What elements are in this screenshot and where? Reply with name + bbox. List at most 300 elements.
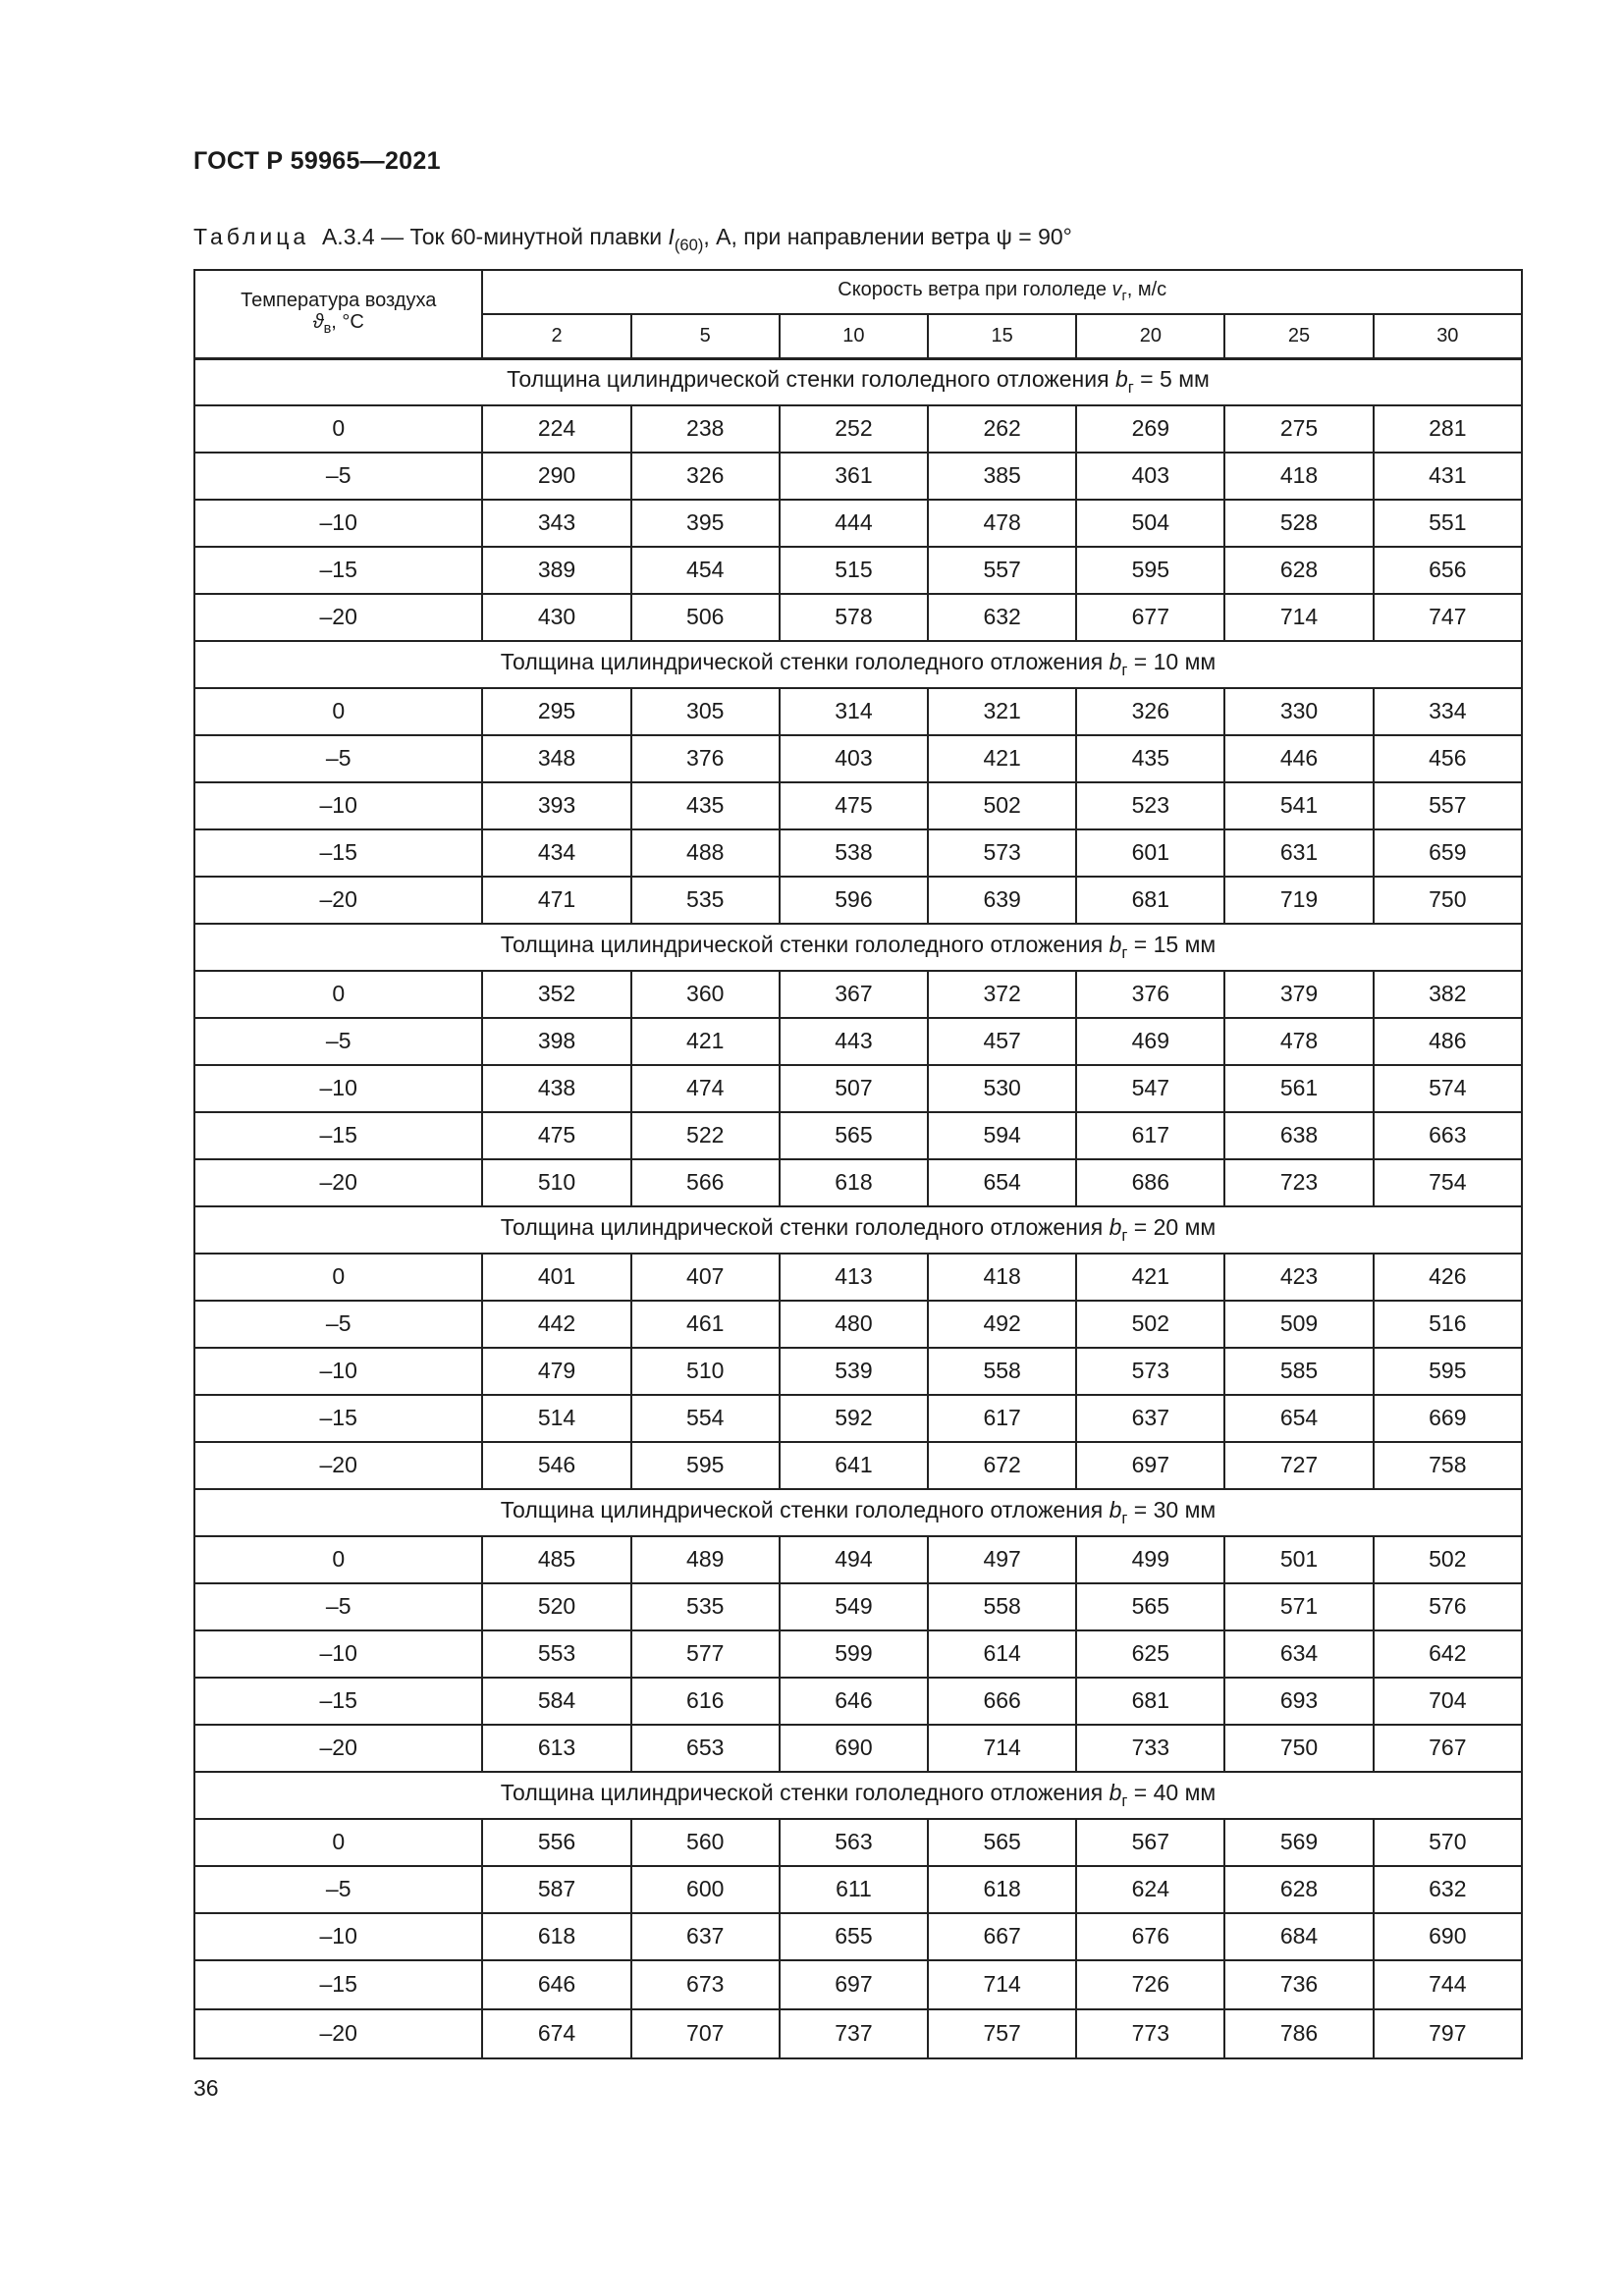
current-value-cell: 669 — [1374, 1395, 1522, 1442]
temperature-cell: –15 — [194, 1395, 482, 1442]
current-value-cell: 577 — [631, 1630, 780, 1678]
current-value-cell: 614 — [928, 1630, 1076, 1678]
section-thickness: = 40 мм — [1127, 1780, 1217, 1805]
current-value-cell: 538 — [780, 829, 928, 877]
current-value-cell: 549 — [780, 1583, 928, 1630]
temperature-cell: –15 — [194, 1960, 482, 2009]
current-value-cell: 638 — [1224, 1112, 1373, 1159]
current-value-cell: 653 — [631, 1725, 780, 1772]
current-value-cell: 471 — [482, 877, 630, 924]
current-value-cell: 757 — [928, 2009, 1076, 2058]
current-value-cell: 547 — [1076, 1065, 1224, 1112]
current-value-cell: 379 — [1224, 971, 1373, 1018]
section-thickness: = 5 мм — [1133, 366, 1210, 393]
section-symbol: b — [1109, 932, 1122, 957]
current-value-cell: 275 — [1224, 405, 1373, 453]
table-row — [194, 1725, 1522, 1772]
current-value-cell: 421 — [928, 735, 1076, 782]
current-value-cell: 434 — [482, 829, 630, 877]
temperature-cell: 0 — [194, 971, 482, 1018]
current-value-cell: 556 — [482, 1819, 630, 1866]
section-symbol: b — [1114, 366, 1128, 393]
wind-speed-25: 25 — [1224, 314, 1373, 358]
current-value-cell: 522 — [631, 1112, 780, 1159]
current-value-cell: 305 — [631, 688, 780, 735]
section-row — [194, 1206, 1522, 1254]
temperature-cell: –10 — [194, 782, 482, 829]
section-text: Толщина цилиндрической стенки гололедного отложения — [500, 1497, 1110, 1522]
wind-speed-symbol: v — [1111, 279, 1122, 301]
current-value-cell: 443 — [780, 1018, 928, 1065]
table-row — [194, 594, 1522, 641]
current-value-cell: 539 — [780, 1348, 928, 1395]
current-value-cell: 499 — [1076, 1536, 1224, 1583]
current-value-cell: 561 — [1224, 1065, 1373, 1112]
current-value-cell: 403 — [1076, 453, 1224, 500]
table-row — [194, 1159, 1522, 1206]
current-value-cell: 475 — [482, 1112, 630, 1159]
current-value-cell: 314 — [780, 688, 928, 735]
current-value-cell: 385 — [928, 453, 1076, 500]
temperature-cell: –5 — [194, 453, 482, 500]
table-row — [194, 1442, 1522, 1489]
current-value-cell: 596 — [780, 877, 928, 924]
current-value-cell: 326 — [631, 453, 780, 500]
current-value-cell: 681 — [1076, 877, 1224, 924]
current-value-cell: 585 — [1224, 1348, 1373, 1395]
table-body — [194, 358, 1522, 2058]
current-value-cell: 421 — [1076, 1254, 1224, 1301]
table-row — [194, 1583, 1522, 1630]
current-value-cell: 442 — [482, 1301, 630, 1348]
temperature-unit: , °С — [331, 311, 364, 334]
temperature-cell: 0 — [194, 688, 482, 735]
current-value-cell: 393 — [482, 782, 630, 829]
current-value-cell: 461 — [631, 1301, 780, 1348]
wind-speed-label: Скорость ветра при гололеде — [838, 279, 1112, 301]
table-row — [194, 1254, 1522, 1301]
wind-speed-2: 2 — [482, 314, 630, 358]
current-value-cell: 403 — [780, 735, 928, 782]
current-value-cell: 558 — [928, 1583, 1076, 1630]
section-symbol: b — [1109, 1214, 1122, 1240]
current-value-cell: 262 — [928, 405, 1076, 453]
temperature-cell: –15 — [194, 1678, 482, 1725]
current-value-cell: 488 — [631, 829, 780, 877]
current-value-cell: 423 — [1224, 1254, 1373, 1301]
table-caption — [193, 224, 1072, 255]
current-value-cell: 570 — [1374, 1819, 1522, 1866]
section-row — [194, 1772, 1522, 1819]
section-symbol: b — [1109, 649, 1122, 674]
current-value-cell: 587 — [482, 1866, 630, 1913]
current-value-cell: 502 — [1374, 1536, 1522, 1583]
section-symbol: b — [1109, 1780, 1122, 1805]
current-value-cell: 690 — [780, 1725, 928, 1772]
temperature-cell: –20 — [194, 2009, 482, 2058]
current-value-cell: 573 — [928, 829, 1076, 877]
current-value-cell: 456 — [1374, 735, 1522, 782]
current-value-cell: 398 — [482, 1018, 630, 1065]
section-row — [194, 1489, 1522, 1536]
section-subscript: г — [1121, 1225, 1128, 1245]
header-row — [194, 270, 1522, 314]
current-value-cell: 295 — [482, 688, 630, 735]
table-row — [194, 1301, 1522, 1348]
current-value-cell: 502 — [1076, 1301, 1224, 1348]
current-value-cell: 574 — [1374, 1065, 1522, 1112]
table-row — [194, 1112, 1522, 1159]
page-number: 36 — [193, 2075, 219, 2101]
current-value-cell: 506 — [631, 594, 780, 641]
section-subscript: г — [1121, 1790, 1128, 1810]
current-value-cell: 376 — [631, 735, 780, 782]
current-value-cell: 584 — [482, 1678, 630, 1725]
current-value-cell: 707 — [631, 2009, 780, 2058]
temperature-cell: –15 — [194, 547, 482, 594]
current-value-cell: 566 — [631, 1159, 780, 1206]
current-value-cell: 690 — [1374, 1913, 1522, 1960]
current-value-cell: 367 — [780, 971, 928, 1018]
section-title — [194, 1772, 1522, 1819]
temperature-cell: –15 — [194, 829, 482, 877]
current-value-cell: 558 — [928, 1348, 1076, 1395]
current-value-cell: 576 — [1374, 1583, 1522, 1630]
section-thickness: = 30 мм — [1127, 1497, 1217, 1522]
current-value-cell: 714 — [928, 1725, 1076, 1772]
current-value-cell: 290 — [482, 453, 630, 500]
current-value-cell: 681 — [1076, 1678, 1224, 1725]
temperature-cell: –20 — [194, 1159, 482, 1206]
table-row — [194, 782, 1522, 829]
current-value-cell: 663 — [1374, 1112, 1522, 1159]
current-value-cell: 330 — [1224, 688, 1373, 735]
current-value-cell: 475 — [780, 782, 928, 829]
current-value-cell: 573 — [1076, 1348, 1224, 1395]
current-value-cell: 418 — [1224, 453, 1373, 500]
current-value-cell: 727 — [1224, 1442, 1373, 1489]
current-value-cell: 281 — [1374, 405, 1522, 453]
temperature-cell: 0 — [194, 405, 482, 453]
section-text: Толщина цилиндрической стенки гололедного отложения — [500, 649, 1110, 674]
section-title — [194, 358, 1522, 405]
current-value-cell: 560 — [631, 1819, 780, 1866]
temperature-cell: –5 — [194, 1018, 482, 1065]
current-value-cell: 478 — [1224, 1018, 1373, 1065]
current-value-cell: 693 — [1224, 1678, 1373, 1725]
current-value-cell: 510 — [482, 1159, 630, 1206]
current-value-cell: 565 — [1076, 1583, 1224, 1630]
temperature-cell: –10 — [194, 1348, 482, 1395]
document-code: ГОСТ Р 59965—2021 — [193, 147, 441, 175]
current-value-cell: 750 — [1224, 1725, 1373, 1772]
current-value-cell: 654 — [928, 1159, 1076, 1206]
current-value-cell: 438 — [482, 1065, 630, 1112]
current-value-cell: 666 — [928, 1678, 1076, 1725]
current-value-cell: 361 — [780, 453, 928, 500]
current-value-cell: 737 — [780, 2009, 928, 2058]
current-value-cell: 618 — [928, 1866, 1076, 1913]
table-row — [194, 1630, 1522, 1678]
current-value-cell: 613 — [482, 1725, 630, 1772]
current-value-cell: 655 — [780, 1913, 928, 1960]
current-value-cell: 594 — [928, 1112, 1076, 1159]
section-symbol: b — [1109, 1497, 1122, 1522]
current-value-cell: 634 — [1224, 1630, 1373, 1678]
current-value-cell: 269 — [1076, 405, 1224, 453]
table-row — [194, 1960, 1522, 2009]
wind-speed-subscript: г — [1121, 289, 1127, 305]
current-value-cell: 611 — [780, 1866, 928, 1913]
current-value-cell: 624 — [1076, 1866, 1224, 1913]
current-value-cell: 600 — [631, 1866, 780, 1913]
section-text: Толщина цилиндрической стенки гололедного отложения — [500, 1780, 1110, 1805]
section-title — [194, 1206, 1522, 1254]
current-value-cell: 553 — [482, 1630, 630, 1678]
current-value-cell: 767 — [1374, 1725, 1522, 1772]
section-text: Толщина цилиндрической стенки гололедного отложения — [500, 932, 1110, 957]
current-value-cell: 569 — [1224, 1819, 1373, 1866]
section-thickness: = 15 мм — [1127, 932, 1217, 957]
caption-number: А.3.4 — [321, 224, 375, 249]
current-value-cell: 541 — [1224, 782, 1373, 829]
current-value-cell: 376 — [1076, 971, 1224, 1018]
current-value-cell: 238 — [631, 405, 780, 453]
current-value-cell: 733 — [1076, 1725, 1224, 1772]
current-value-cell: 389 — [482, 547, 630, 594]
table-row — [194, 500, 1522, 547]
table-row — [194, 1913, 1522, 1960]
current-value-cell: 485 — [482, 1536, 630, 1583]
section-title — [194, 1489, 1522, 1536]
current-value-cell: 523 — [1076, 782, 1224, 829]
temperature-cell: 0 — [194, 1254, 482, 1301]
current-value-cell: 628 — [1224, 547, 1373, 594]
current-value-cell: 628 — [1224, 1866, 1373, 1913]
current-value-cell: 736 — [1224, 1960, 1373, 2009]
temperature-cell: –10 — [194, 1065, 482, 1112]
current-value-cell: 486 — [1374, 1018, 1522, 1065]
temperature-cell: –10 — [194, 1913, 482, 1960]
current-value-cell: 676 — [1076, 1913, 1224, 1960]
current-value-cell: 504 — [1076, 500, 1224, 547]
section-text: Толщина цилиндрической стенки гололедного отложения — [500, 1214, 1110, 1240]
current-value-cell: 592 — [780, 1395, 928, 1442]
current-value-cell: 625 — [1076, 1630, 1224, 1678]
current-value-cell: 578 — [780, 594, 928, 641]
current-value-cell: 599 — [780, 1630, 928, 1678]
current-value-cell: 326 — [1076, 688, 1224, 735]
wind-speed-header — [482, 270, 1522, 314]
section-subscript: г — [1127, 378, 1134, 398]
current-value-cell: 489 — [631, 1536, 780, 1583]
current-value-cell: 632 — [1374, 1866, 1522, 1913]
section-text: Толщина цилиндрической стенки гололедного отложения — [507, 366, 1115, 393]
current-value-cell: 617 — [928, 1395, 1076, 1442]
section-thickness: = 20 мм — [1127, 1214, 1217, 1240]
current-value-cell: 595 — [631, 1442, 780, 1489]
current-value-cell: 639 — [928, 877, 1076, 924]
current-value-cell: 554 — [631, 1395, 780, 1442]
table-row — [194, 829, 1522, 877]
current-value-cell: 469 — [1076, 1018, 1224, 1065]
current-value-cell: 502 — [928, 782, 1076, 829]
current-value-cell: 747 — [1374, 594, 1522, 641]
current-value-cell: 714 — [1224, 594, 1373, 641]
current-value-cell: 744 — [1374, 1960, 1522, 2009]
caption-subscript: (60) — [674, 235, 704, 254]
table-row — [194, 877, 1522, 924]
current-value-cell: 474 — [631, 1065, 780, 1112]
current-value-cell: 343 — [482, 500, 630, 547]
table-row — [194, 971, 1522, 1018]
current-value-cell: 719 — [1224, 877, 1373, 924]
current-value-cell: 646 — [482, 1960, 630, 2009]
temperature-symbol: ϑ — [312, 311, 324, 334]
temperature-cell: –20 — [194, 877, 482, 924]
table-row — [194, 405, 1522, 453]
current-value-cell: 514 — [482, 1395, 630, 1442]
section-title — [194, 641, 1522, 688]
wind-speed-20: 20 — [1076, 314, 1224, 358]
current-value-cell: 492 — [928, 1301, 1076, 1348]
current-value-cell: 457 — [928, 1018, 1076, 1065]
temperature-header-label: Температура воздуха — [241, 290, 437, 312]
section-subscript: г — [1121, 660, 1128, 679]
current-value-cell: 618 — [482, 1913, 630, 1960]
temperature-cell: 0 — [194, 1536, 482, 1583]
current-value-cell: 677 — [1076, 594, 1224, 641]
current-value-cell: 667 — [928, 1913, 1076, 1960]
current-value-cell: 773 — [1076, 2009, 1224, 2058]
current-value-cell: 509 — [1224, 1301, 1373, 1348]
current-value-cell: 352 — [482, 971, 630, 1018]
temperature-cell: –20 — [194, 594, 482, 641]
current-value-cell: 672 — [928, 1442, 1076, 1489]
current-value-cell: 697 — [1076, 1442, 1224, 1489]
current-value-cell: 786 — [1224, 2009, 1373, 2058]
section-subscript: г — [1121, 942, 1128, 962]
current-value-cell: 641 — [780, 1442, 928, 1489]
current-value-cell: 758 — [1374, 1442, 1522, 1489]
table-row — [194, 688, 1522, 735]
wind-speed-10: 10 — [780, 314, 928, 358]
current-value-cell: 637 — [631, 1913, 780, 1960]
temperature-cell: –10 — [194, 500, 482, 547]
temperature-subscript: в — [323, 321, 332, 338]
current-value-cell: 750 — [1374, 877, 1522, 924]
current-value-cell: 454 — [631, 547, 780, 594]
current-value-cell: 395 — [631, 500, 780, 547]
table-row — [194, 1819, 1522, 1866]
current-value-cell: 617 — [1076, 1112, 1224, 1159]
current-value-cell: 557 — [1374, 782, 1522, 829]
current-value-cell: 654 — [1224, 1395, 1373, 1442]
table-row — [194, 453, 1522, 500]
wind-speed-unit: , м/с — [1126, 279, 1167, 301]
current-value-cell: 704 — [1374, 1678, 1522, 1725]
current-value-cell: 435 — [1076, 735, 1224, 782]
table-row — [194, 1065, 1522, 1112]
current-value-cell: 224 — [482, 405, 630, 453]
current-value-cell: 535 — [631, 1583, 780, 1630]
table-row — [194, 1678, 1522, 1725]
current-value-cell: 637 — [1076, 1395, 1224, 1442]
current-value-cell: 426 — [1374, 1254, 1522, 1301]
current-value-cell: 413 — [780, 1254, 928, 1301]
current-value-cell: 595 — [1374, 1348, 1522, 1395]
current-value-cell: 418 — [928, 1254, 1076, 1301]
current-value-cell: 528 — [1224, 500, 1373, 547]
current-value-cell: 478 — [928, 500, 1076, 547]
current-value-cell: 656 — [1374, 547, 1522, 594]
current-value-cell: 515 — [780, 547, 928, 594]
current-value-cell: 372 — [928, 971, 1076, 1018]
current-value-cell: 674 — [482, 2009, 630, 2058]
temperature-cell: –5 — [194, 735, 482, 782]
current-value-cell: 252 — [780, 405, 928, 453]
section-thickness: = 10 мм — [1127, 649, 1217, 674]
temperature-cell: –10 — [194, 1630, 482, 1678]
temperature-cell: –20 — [194, 1725, 482, 1772]
current-value-cell: 431 — [1374, 453, 1522, 500]
section-title — [194, 924, 1522, 971]
wind-speed-5: 5 — [631, 314, 780, 358]
table-row — [194, 2009, 1522, 2058]
section-row — [194, 641, 1522, 688]
current-value-cell: 510 — [631, 1348, 780, 1395]
current-value-cell: 567 — [1076, 1819, 1224, 1866]
section-row — [194, 924, 1522, 971]
current-table — [193, 269, 1523, 2059]
current-value-cell: 479 — [482, 1348, 630, 1395]
current-value-cell: 673 — [631, 1960, 780, 2009]
current-value-cell: 435 — [631, 782, 780, 829]
current-value-cell: 684 — [1224, 1913, 1373, 1960]
current-value-cell: 618 — [780, 1159, 928, 1206]
wind-speed-15: 15 — [928, 314, 1076, 358]
current-value-cell: 360 — [631, 971, 780, 1018]
current-value-cell: 714 — [928, 1960, 1076, 2009]
section-row — [194, 358, 1522, 405]
table-row — [194, 735, 1522, 782]
current-value-cell: 497 — [928, 1536, 1076, 1583]
current-value-cell: 501 — [1224, 1536, 1373, 1583]
current-value-cell: 382 — [1374, 971, 1522, 1018]
current-value-cell: 407 — [631, 1254, 780, 1301]
caption-label: Таблица — [193, 224, 310, 249]
current-value-cell: 646 — [780, 1678, 928, 1725]
caption-text: — Ток 60-минутной плавки — [374, 224, 669, 249]
table-row — [194, 1348, 1522, 1395]
current-value-cell: 421 — [631, 1018, 780, 1065]
table-row — [194, 1536, 1522, 1583]
current-value-cell: 571 — [1224, 1583, 1373, 1630]
current-value-cell: 494 — [780, 1536, 928, 1583]
table-row — [194, 1395, 1522, 1442]
temperature-cell: –15 — [194, 1112, 482, 1159]
table-row — [194, 1866, 1522, 1913]
table-row — [194, 547, 1522, 594]
table-row — [194, 1018, 1522, 1065]
current-value-cell: 697 — [780, 1960, 928, 2009]
current-value-cell: 507 — [780, 1065, 928, 1112]
current-value-cell: 334 — [1374, 688, 1522, 735]
temperature-cell: –20 — [194, 1442, 482, 1489]
current-value-cell: 535 — [631, 877, 780, 924]
current-value-cell: 595 — [1076, 547, 1224, 594]
wind-speed-30: 30 — [1374, 314, 1522, 358]
